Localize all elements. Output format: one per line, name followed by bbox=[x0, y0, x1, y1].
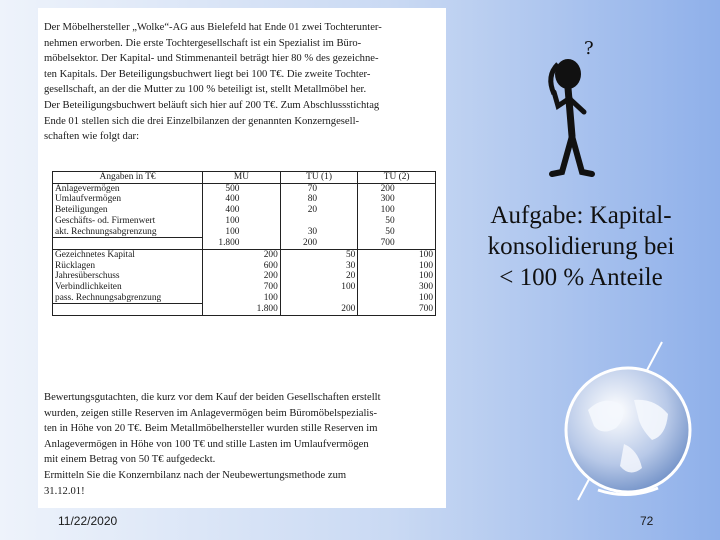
asset-total-row bbox=[53, 238, 436, 250]
row-label: Verbindlichkeiten bbox=[53, 282, 203, 293]
value-tu2: 100 bbox=[418, 260, 433, 271]
slide-number: 72 bbox=[640, 514, 654, 528]
title-line: konsolidierung bei bbox=[487, 233, 675, 260]
value-tu1: 70 bbox=[307, 183, 318, 194]
intro-line: schaften wie folgt dar: bbox=[44, 131, 140, 143]
value-mu: 200 bbox=[241, 271, 280, 282]
row-label: Geschäfts- od. Firmenwert bbox=[53, 216, 203, 227]
value-tu2: 200 bbox=[380, 183, 395, 194]
table-row bbox=[53, 249, 436, 260]
task-line: wurden, zeigen stille Reserven im Anlagevermögen beim Büromöbelspezialis- bbox=[44, 407, 378, 419]
task-line: mit einem Betrag von 50 T€ aufgedeckt. bbox=[44, 454, 216, 466]
table-row bbox=[53, 282, 436, 293]
value-mu: 100 bbox=[225, 215, 240, 226]
row-label: Gezeichnetes Kapital bbox=[53, 249, 203, 260]
task-line: Anlagevermögen in Höhe von 100 T€ und stille Lasten im Umlaufvermögen bbox=[44, 438, 369, 450]
row-label: pass. Rechnungsabgrenzung bbox=[53, 293, 203, 304]
intro-paragraph bbox=[44, 20, 440, 145]
total-tu1: 200 bbox=[319, 304, 358, 316]
table-row bbox=[53, 261, 436, 272]
table-row bbox=[53, 216, 436, 227]
table-row bbox=[53, 183, 436, 194]
row-label: Jahresüberschuss bbox=[53, 271, 203, 282]
exercise-panel bbox=[38, 8, 446, 508]
value-tu2: 100 bbox=[418, 249, 433, 260]
footer-date: 11/22/2020 bbox=[58, 514, 118, 528]
thinking-figure-icon bbox=[528, 36, 628, 181]
total-mu: 1.800 bbox=[241, 304, 280, 316]
task-line: Bewertungsgutachten, die kurz vor dem Kauf der beiden Gesellschaften erstellt bbox=[44, 392, 381, 403]
value-mu: 400 bbox=[225, 205, 240, 216]
task-line: Ermitteln Sie die Konzernbilanz nach der Neubewertungsmethode zum bbox=[44, 469, 347, 481]
value-mu: 200 bbox=[241, 249, 280, 260]
intro-line: Ende 01 stellen sich die drei Einzelbilanzen der genannten Konzerngesell- bbox=[44, 115, 360, 127]
value-tu2: 50 bbox=[385, 215, 395, 226]
table-header-row bbox=[53, 172, 436, 184]
total-tu2: 700 bbox=[418, 304, 433, 315]
globe-icon bbox=[558, 340, 698, 520]
value-tu1: 50 bbox=[319, 249, 358, 260]
value-tu2: 100 bbox=[418, 292, 433, 303]
intro-line: ten Kapitals. Der Beteiligungsbuchwert liegt bei 100 T€. Die zweite Tochter- bbox=[44, 68, 371, 80]
value-tu2: 300 bbox=[418, 282, 433, 293]
value-tu2: 100 bbox=[380, 205, 395, 216]
row-label: Rücklagen bbox=[53, 261, 203, 272]
slide-title bbox=[450, 200, 712, 293]
value-tu2: 100 bbox=[418, 271, 433, 282]
table-row bbox=[53, 293, 436, 304]
intro-line: gesellschaft, an der die Mutter zu 100 % beteiligt ist, stellt Metallmöbel her. bbox=[44, 84, 367, 96]
table-row bbox=[53, 205, 436, 216]
value-mu: 100 bbox=[241, 293, 280, 304]
row-label: Anlagevermögen bbox=[53, 183, 203, 194]
intro-line: nehmen erworben. Die erste Tochtergesellschaft ist ein Spezialist im Büro- bbox=[44, 37, 362, 49]
value-mu: 400 bbox=[225, 194, 240, 205]
header-mu: MU bbox=[203, 172, 281, 184]
value-mu: 100 bbox=[225, 226, 240, 237]
value-tu1: 20 bbox=[319, 271, 358, 282]
row-label: akt. Rechnungsabgrenzung bbox=[53, 227, 203, 238]
intro-line: möbelsektor. Der Kapital- und Stimmenanteil beträgt hier 80 % des gezeichne- bbox=[44, 53, 379, 65]
task-paragraph bbox=[44, 390, 440, 499]
value-mu: 500 bbox=[225, 183, 240, 194]
value-tu1: 30 bbox=[307, 226, 318, 237]
value-tu1: 100 bbox=[319, 282, 358, 293]
row-label: Beteiligungen bbox=[53, 205, 203, 216]
intro-line: Der Möbelhersteller „Wolke“-AG aus Bielefeld hat Ende 01 zwei Tochterunter- bbox=[44, 22, 382, 33]
row-label: Umlaufvermögen bbox=[53, 194, 203, 205]
title-line: Aufgabe: Kapital- bbox=[490, 202, 672, 229]
task-line: ten in Höhe von 20 T€. Beim Metallmöbelhersteller wurden stille Reserven im bbox=[44, 423, 378, 435]
value-tu1: 80 bbox=[307, 194, 318, 205]
value-tu1 bbox=[280, 216, 319, 227]
value-mu: 600 bbox=[241, 261, 280, 272]
total-tu1: 200 bbox=[303, 237, 318, 248]
value-tu1 bbox=[319, 293, 358, 304]
value-tu2: 300 bbox=[380, 194, 395, 205]
svg-text:?: ? bbox=[584, 38, 594, 59]
value-mu: 700 bbox=[241, 282, 280, 293]
value-tu2: 50 bbox=[385, 226, 395, 237]
table-row bbox=[53, 271, 436, 282]
header-tu2: TU (2) bbox=[358, 172, 436, 184]
liability-total-row bbox=[53, 304, 436, 316]
total-tu2: 700 bbox=[380, 237, 395, 248]
table-row bbox=[53, 227, 436, 238]
value-tu1: 20 bbox=[307, 205, 318, 216]
task-line: 31.12.01! bbox=[44, 485, 85, 497]
balance-sheet-table bbox=[52, 171, 436, 316]
table-row bbox=[53, 194, 436, 205]
header-label: Angaben in T€ bbox=[53, 172, 203, 184]
intro-line: Der Beteiligungsbuchwert beläuft sich hier auf 200 T€. Zum Abschlussstichtag bbox=[44, 99, 380, 111]
title-line: < 100 % Anteile bbox=[499, 264, 663, 291]
total-mu: 1.800 bbox=[218, 237, 240, 248]
value-tu1: 30 bbox=[319, 261, 358, 272]
header-tu1: TU (1) bbox=[280, 172, 358, 184]
